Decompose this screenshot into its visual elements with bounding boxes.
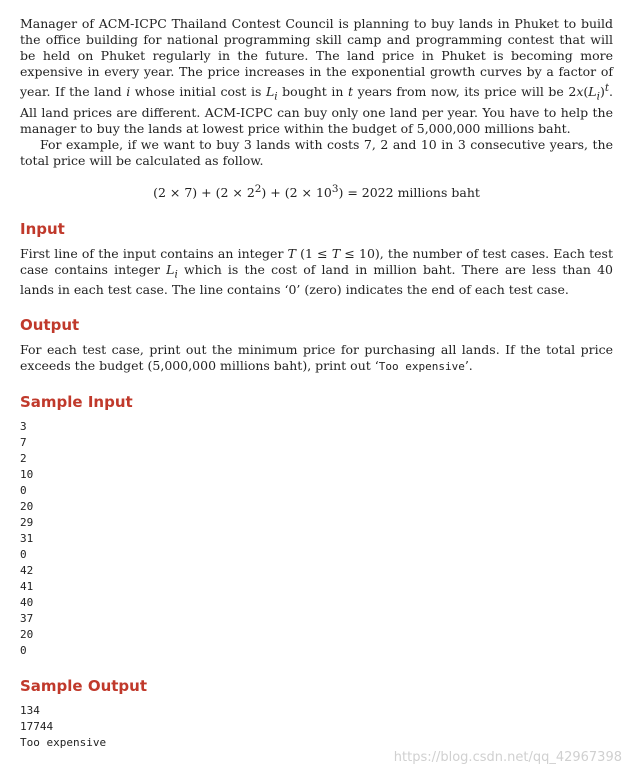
sample-input-line: 40 bbox=[20, 596, 34, 610]
watermark: https://blog.csdn.net/qq_42967398 bbox=[393, 750, 622, 765]
sample-output-line: 134 bbox=[20, 704, 40, 718]
sample-output-heading: Sample Output bbox=[20, 677, 148, 696]
intro-paragraph: Manager of ACM-ICPC Thailand Contest Council is planning to buy lands in Phuket to build the office building for national programming skill camp and programming contest that will be held on Phuket regularly in the future. The land price in Phuket is becoming more expensive in every year. The price increases in the exponential growth curves by a factor of year. If the land i whose initial cost is $L_i$ bought in t years from now, its price will be $2x(L_i)^t$. All land prices are different. ACM-ICPC can buy only one land per year. You have to help the manager to buy the lands at lowest price within the budget of 5,000,000 millions baht. bbox=[20, 16, 613, 136]
output-description: For each test case, print out the minimum price for purchasing all lands. If the total price exceeds the budget (5,000,000 millions baht), print out ‘Too expensive’. bbox=[20, 342, 613, 374]
sample-input-line: 7 bbox=[20, 436, 27, 450]
sample-input-line: 0 bbox=[20, 548, 27, 562]
output-heading: Output bbox=[20, 316, 80, 335]
sample-input-line: 0 bbox=[20, 484, 27, 498]
sample-output-line: 17744 bbox=[20, 720, 54, 734]
input-heading: Input bbox=[20, 219, 65, 238]
sample-input-heading: Sample Input bbox=[20, 393, 133, 412]
too-expensive-code: Too expensive bbox=[378, 360, 465, 374]
sample-output-block bbox=[20, 703, 613, 751]
sample-input-line: 42 bbox=[20, 564, 34, 578]
sample-input-line: 3 bbox=[20, 420, 27, 434]
sample-input-line: 20 bbox=[20, 500, 34, 514]
sample-input-line: 31 bbox=[20, 532, 34, 546]
sample-input-line: 41 bbox=[20, 580, 34, 594]
sample-input-block bbox=[20, 419, 613, 659]
sample-input-line: 10 bbox=[20, 468, 34, 482]
example-paragraph: For example, if we want to buy 3 lands with costs 7, 2 and 10 in 3 consecutive years, the total price will be calculated as follow. bbox=[20, 136, 613, 168]
sample-input-line: 37 bbox=[20, 612, 34, 626]
sample-input-line: 0 bbox=[20, 644, 27, 658]
var-t: t bbox=[347, 84, 354, 100]
sample-input-line: 29 bbox=[20, 516, 34, 530]
var-L: L bbox=[265, 84, 275, 100]
sample-input-line: 2 bbox=[20, 452, 27, 466]
sample-input-line: 20 bbox=[20, 628, 34, 642]
var-x: x bbox=[576, 84, 584, 100]
sample-output-line: Too expensive bbox=[20, 736, 107, 750]
var-i: i bbox=[126, 84, 131, 100]
example-formula: $(2 \times 7) + (2 \times 2^2) + (2 \times 10^3) = 2022$ millions baht bbox=[153, 182, 480, 200]
problem-statement bbox=[20, 16, 613, 751]
input-description: First line of the input contains an integer T (1 ≤ T ≤ 10), the number of test cases. Each test case contains integer $L_i$ which is the cost of land in million baht. There are less than 40 lands in each test case. The line contains ‘0’ (zero) indicates the end of each test case. bbox=[20, 245, 614, 298]
